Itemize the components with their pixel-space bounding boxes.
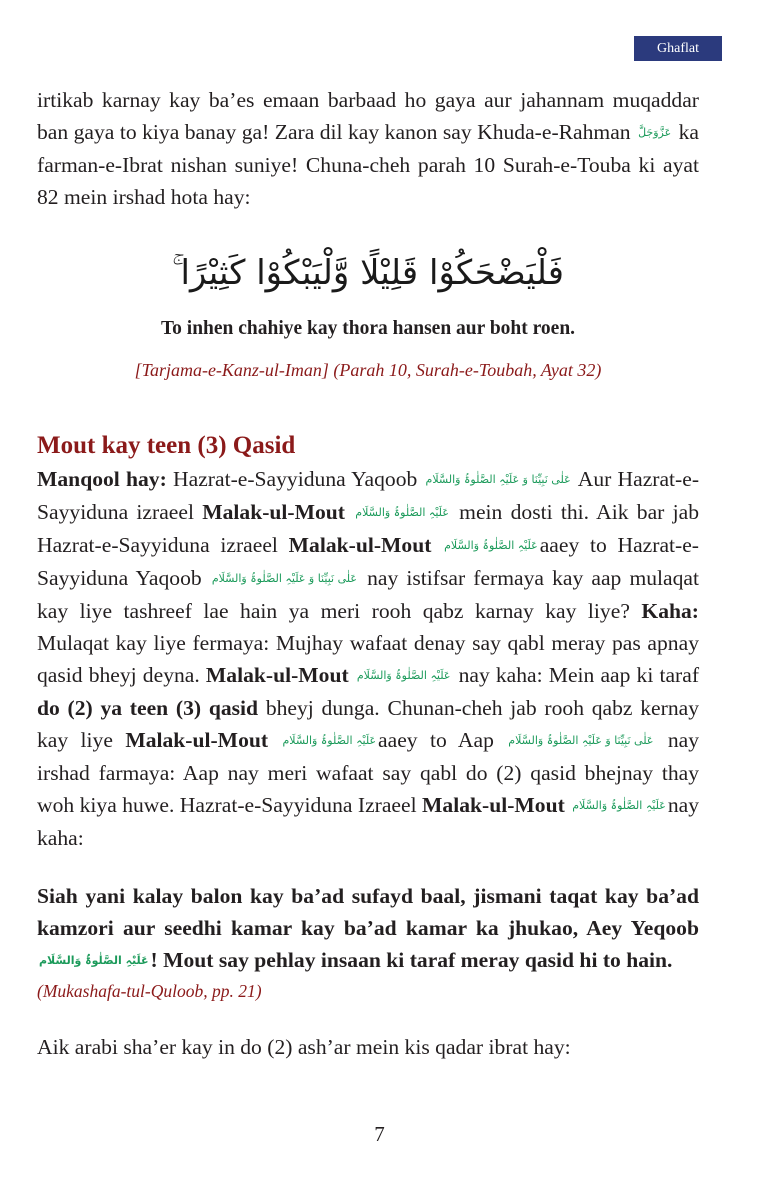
honorific-angel: عَلَیْہِ الصَّلٰوۃُ وَالسَّلَام (39, 954, 149, 967)
quote-paragraph (37, 880, 699, 977)
story-paragraph (37, 463, 699, 854)
story-text: nay kaha: (37, 793, 699, 850)
honorific-angel: عَلَیْہِ الصَّلٰوۃُ وَالسَّلَام (282, 734, 377, 747)
story-text: aaey to Aap (378, 728, 494, 752)
story-text: nay istifsar fermaya kay aap mulaqat kay liye tashreef lae hain ya meri rooh qabz karnay kay liye? (37, 566, 700, 623)
verse-translation: To inhen chahiye kay thora hansen aur boht roen. (160, 318, 576, 339)
honorific-prophet: عَلٰی نَبِیِّنَا وَ عَلَیْہِ الصَّلٰوۃُ وَالسَّلَام (508, 734, 654, 747)
angel-name: Malak-ul-Mout (205, 663, 349, 687)
closing-paragraph: Aik arabi sha’er kay in do (2) ash’ar mein kis qadar ibrat hay: (37, 1035, 571, 1059)
emphasis-qasid: do (2) ya teen (3) qasid (37, 696, 259, 720)
honorific-prophet: عَلٰی نَبِیِّنَا وَ عَلَیْہِ الصَّلٰوۃُ وَالسَّلَام (211, 572, 357, 585)
angel-name: Malak-ul-Mout (288, 533, 432, 557)
page-number: 7 (374, 1122, 385, 1146)
quote-text: ! Mout say pehlay insaan ki taraf meray qasid hi to hain. (150, 948, 673, 972)
angel-name: Malak-ul-Mout (125, 728, 269, 752)
kaha-label: Kaha: (641, 599, 699, 623)
angel-name: Malak-ul-Mout (202, 500, 346, 524)
honorific-angel: عَلَیْہِ الصَّلٰوۃُ وَالسَّلَام (572, 799, 666, 812)
quote-reference: (Mukashafa-tul-Quloob, pp. 21) (37, 981, 262, 1001)
section-heading: Mout kay teen (3) Qasid (37, 432, 296, 459)
intro-text-1: irtikab karnay kay ba’es emaan barbaad ho gaya aur jahannam muqaddar ban gaya to kiya banay ga! Zara dil kay kanon say Khuda-e-Rahman (37, 88, 699, 144)
story-text: nay kaha: Mein aap ki taraf (458, 663, 700, 687)
honorific-angel: عَلَیْہِ الصَّلٰوۃُ وَالسَّلَام (356, 669, 451, 682)
chapter-title-tab: Ghaflat (634, 36, 722, 61)
story-text: bheyj dunga. Chunan-cheh jab rooh qabz kernay kay liye (37, 696, 700, 752)
page-content (37, 84, 699, 1063)
story-text: aaey to Hazrat-e-Sayyiduna Yaqoob (37, 533, 699, 590)
story-text: Hazrat-e-Sayyiduna Yaqoob (173, 467, 418, 491)
story-text: nay irshad farmaya: Aap nay meri wafaat say qabl do (2) qasid bhejnay thay woh kiya huwe. Hazrat-e-Sayyiduna Izraeel (37, 728, 699, 817)
angel-name: Malak-ul-Mout (422, 793, 565, 817)
story-text: Aur Hazrat-e-Sayyiduna izraeel (37, 467, 700, 524)
honorific-allah: عَزَّوَجَلَّ (638, 126, 672, 139)
honorific-angel: عَلَیْہِ الصَّلٰوۃُ وَالسَّلَام (444, 539, 538, 552)
story-text: Mulaqat kay liye fermaya: Mujhay wafaat denay say qabl meray pas apnay qasid bheyj deyna. (37, 631, 699, 687)
verse-reference: [Tarjama-e-Kanz-ul-Iman] (Parah 10, Surah-e-Toubah, Ayat 32) (134, 360, 602, 380)
honorific-prophet: عَلٰی نَبِیِّنَا وَ عَلَیْہِ الصَّلٰوۃُ وَالسَّلَام (425, 473, 571, 486)
intro-paragraph (37, 84, 699, 213)
lead-label: Manqool hay: (37, 467, 167, 491)
honorific-angel: عَلَیْہِ الصَّلٰوۃُ وَالسَّلَام (355, 506, 449, 519)
story-text: mein dosti thi. Aik bar jab Hazrat-e-Sayyiduna izraeel (37, 500, 700, 557)
quran-verse: فَلْيَضْحَكُوْا قَلِيْلًا وَّلْيَبْكُوْا كَثِيْرًا ۚ (172, 253, 564, 293)
intro-text-2: ka farman-e-Ibrat nishan suniye! Chuna-cheh parah 10 Surah-e-Touba ki ayat 82 mein irshad hota hay: (37, 120, 699, 209)
quote-text: Siah yani kalay balon kay ba’ad sufayd baal, jismani taqat kay ba’ad kamzori aur seedhi kamar kay ba’ad kamar ka jhukao, Aey Yeqoob (37, 884, 699, 940)
